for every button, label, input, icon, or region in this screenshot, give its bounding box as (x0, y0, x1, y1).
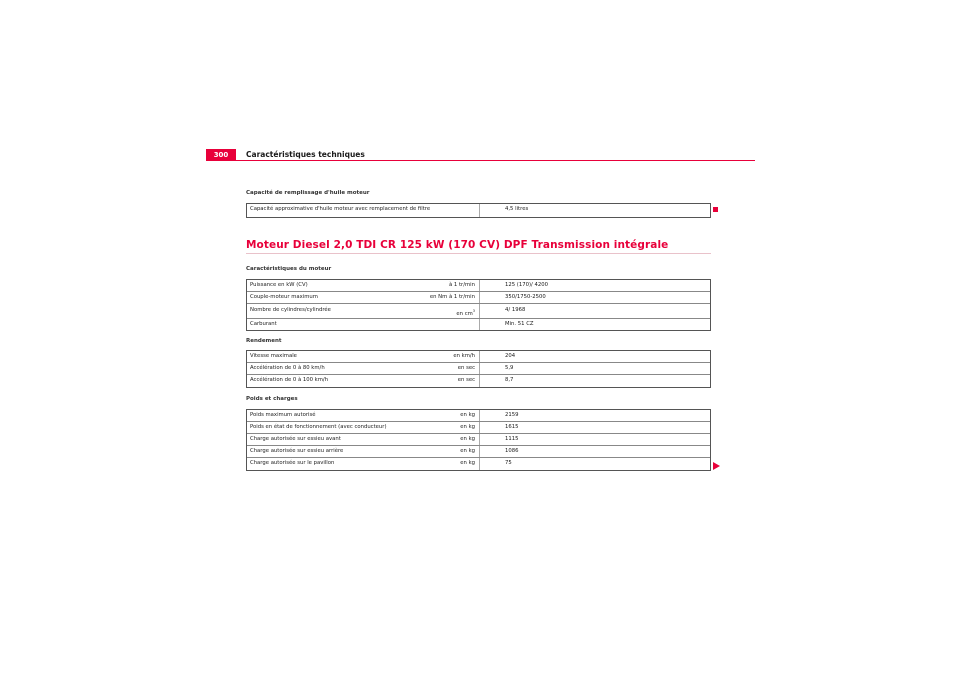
unit-superscript: 3 (472, 309, 475, 313)
weights-subheading: Poids et charges (246, 396, 298, 402)
engine-subheading: Caractéristiques du moteur (246, 266, 332, 272)
chapter-title: Caractéristiques techniques (246, 150, 365, 159)
row-label: Charge autorisée sur essieu avant (250, 436, 341, 442)
section-end-mark-icon (713, 207, 718, 212)
page-number: 300 (206, 149, 236, 161)
heading-rule (246, 253, 711, 254)
row-label: Capacité approximative d'huile moteur avec remplacement de filtre (250, 206, 431, 212)
row-label: Puissance en kW (CV) (250, 282, 308, 288)
row-unit: en kg (460, 412, 475, 418)
row-value: 1115 (505, 436, 519, 442)
row-unit: en Nm à 1 tr/min (429, 294, 475, 300)
table-row (247, 410, 710, 422)
table-row (247, 446, 710, 458)
row-value: 5,9 (505, 365, 514, 371)
table-row (247, 304, 710, 319)
row-unit: en sec (457, 365, 475, 371)
row-label: Carburant (250, 321, 277, 327)
table-row (247, 434, 710, 446)
table-row (247, 375, 710, 387)
table-row (247, 204, 710, 217)
row-label: Poids maximum autorisé (250, 412, 316, 418)
performance-table (246, 350, 711, 388)
header-rule (236, 160, 755, 161)
row-unit: en $cm^3$ (456, 309, 475, 317)
row-label: Vitesse maximale (250, 353, 297, 359)
continue-arrow-icon (713, 462, 720, 470)
row-value: 8,7 (505, 377, 514, 383)
row-unit: en km/h (453, 353, 475, 359)
table-row (247, 458, 710, 470)
row-unit: en kg (460, 424, 475, 430)
table-row (247, 280, 710, 292)
row-value: 1615 (505, 424, 519, 430)
oil-table (246, 203, 711, 218)
row-unit: en kg (460, 460, 475, 466)
engine-heading: Moteur Diesel 2,0 TDI CR 125 kW (170 CV) DPF Transmission intégrale (246, 239, 669, 251)
row-label: Nombre de cylindres/cylindrée (250, 307, 331, 313)
performance-subheading: Rendement (246, 338, 282, 344)
row-value: Min. 51 CZ (505, 321, 534, 327)
row-unit: en sec (457, 377, 475, 383)
row-unit: en kg (460, 448, 475, 454)
table-row (247, 363, 710, 375)
row-label: Accélération de 0 à 80 km/h (250, 365, 325, 371)
row-label: Charge autorisée sur le pavillon (250, 460, 335, 466)
row-value: 350/1750-2500 (505, 294, 546, 300)
row-label: Couple-moteur maximum (250, 294, 318, 300)
row-value: 75 (505, 460, 512, 466)
row-label: Poids en état de fonctionnement (avec conducteur) (250, 424, 387, 430)
oil-subheading: Capacité de remplissage d'huile moteur (246, 190, 370, 196)
row-value: 4,5 litres (505, 206, 529, 212)
table-row (247, 292, 710, 304)
table-row (247, 319, 710, 330)
engine-table (246, 279, 711, 331)
row-value: 1086 (505, 448, 519, 454)
table-row (247, 351, 710, 363)
table-row (247, 422, 710, 434)
row-unit: à 1 tr/min (448, 282, 475, 288)
weights-table (246, 409, 711, 471)
row-value: 2159 (505, 412, 519, 418)
row-value: 4/ 1968 (505, 307, 526, 313)
row-label: Charge autorisée sur essieu arrière (250, 448, 344, 454)
row-value: 125 (170)/ 4200 (505, 282, 548, 288)
row-value: 204 (505, 353, 516, 359)
row-unit: en kg (460, 436, 475, 442)
row-label: Accélération de 0 à 100 km/h (250, 377, 329, 383)
